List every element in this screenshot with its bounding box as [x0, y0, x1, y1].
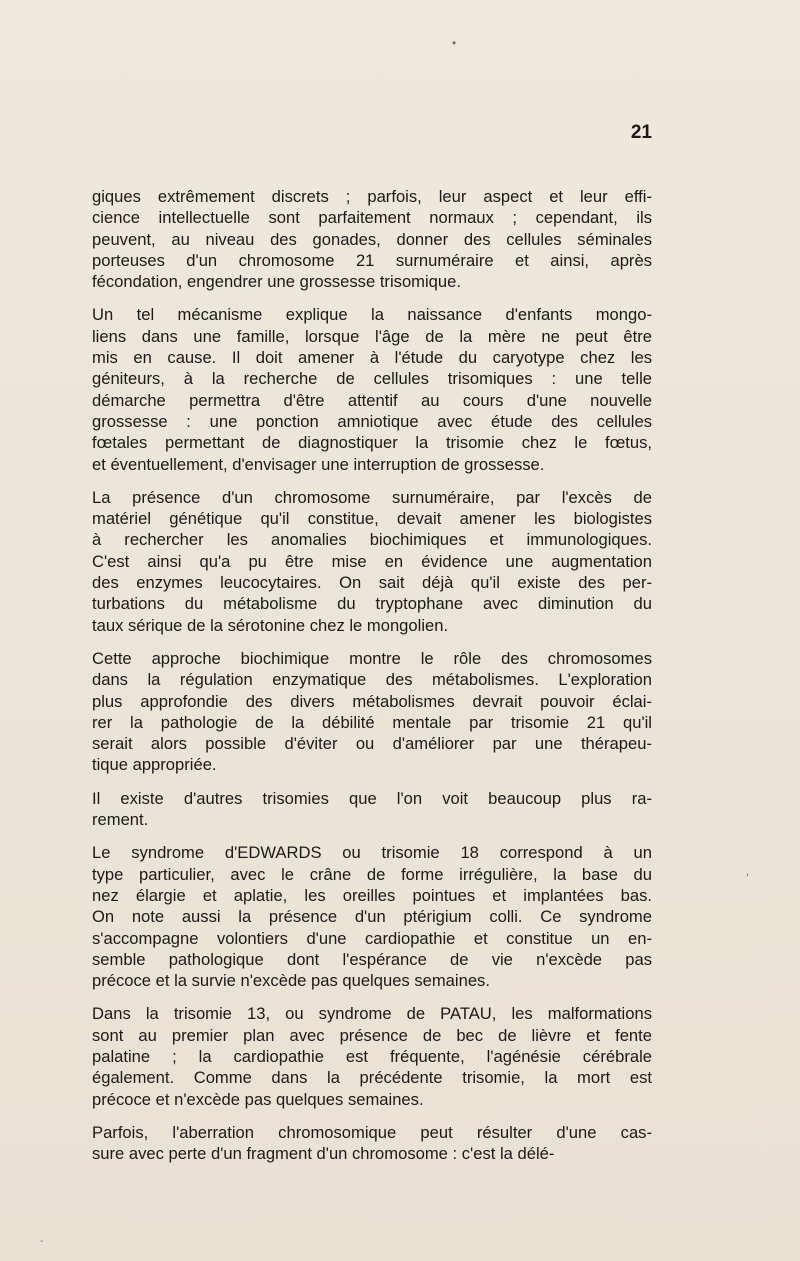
text-line: tique appropriée.	[92, 755, 217, 775]
text-line: liens dans une famille, lorsque l'âge de la mère ne peut être	[92, 326, 652, 346]
text-line: plus approfondie des divers métabolismes devrait pouvoir éclai-	[92, 691, 652, 711]
text-line: précoce et n'excède pas quelques semaines.	[92, 1089, 424, 1109]
text-line: Parfois, l'aberration chromosomique peut résulter d'une cas-	[92, 1122, 652, 1142]
text-line: et éventuellement, d'envisager une interruption de grossesse.	[92, 454, 545, 474]
text-line: Dans la trisomie 13, ou syndrome de PATAU, les malformations	[92, 1004, 652, 1024]
text-line: cience intellectuelle sont parfaitement normaux ; cependant, ils	[92, 208, 652, 228]
text-line: fœtales permettant de diagnostiquer la trisomie chez le fœtus,	[92, 433, 652, 453]
text-line: dans la régulation enzymatique des métabolismes. L'exploration	[92, 670, 652, 690]
text-line: sure avec perte d'un fragment d'un chromosome : c'est la délé-	[92, 1144, 555, 1164]
text-line: serait alors possible d'éviter ou d'améliorer par une thérapeu-	[92, 734, 652, 754]
text-line: sont au premier plan avec présence de bec de lièvre et fente	[92, 1025, 652, 1045]
text-line: à rechercher les anomalies biochimiques et immunologiques.	[92, 530, 652, 550]
text-line: type particulier, avec le crâne de forme irrégulière, la base du	[92, 864, 652, 884]
paper-speck: •	[452, 36, 457, 50]
paragraph	[92, 1122, 652, 1165]
paragraph	[92, 304, 652, 474]
text-line: peuvent, au niveau des gonades, donner des cellules séminales	[92, 229, 652, 249]
text-line: giques extrêmement discrets ; parfois, leur aspect et leur effi-	[92, 187, 652, 206]
text-line: grossesse : une ponction amniotique avec étude des cellules	[92, 411, 652, 431]
paper-mark: -	[40, 1236, 44, 1247]
text-line: La présence d'un chromosome surnuméraire, par l'excès de	[92, 487, 652, 507]
text-line: précoce et la survie n'excède pas quelques semaines.	[92, 971, 490, 991]
text-line: matériel génétique qu'il constitue, devait amener les biologistes	[92, 509, 652, 529]
text-line: palatine ; la cardiopathie est fréquente, l'agénésie cérébrale	[92, 1046, 652, 1066]
text-line: porteuses d'un chromosome 21 surnuméraire et ainsi, après	[92, 250, 652, 270]
text-line: Il existe d'autres trisomies que l'on voit beaucoup plus ra-	[92, 788, 652, 808]
text-line: nez élargie et aplatie, les oreilles pointues et implantées bas.	[92, 885, 652, 905]
text-line: s'accompagne volontiers d'une cardiopathie et constitue un en-	[92, 928, 652, 948]
text-line: C'est ainsi qu'a pu être mise en évidence une augmentation	[92, 551, 652, 571]
paragraph	[92, 842, 652, 991]
text-line: démarche permettra d'être attentif au cours d'une nouvelle	[92, 390, 652, 410]
text-line: également. Comme dans la précédente trisomie, la mort est	[92, 1068, 652, 1088]
paragraph	[92, 186, 652, 292]
text-line: On note aussi la présence d'un ptérigium colli. Ce syndrome	[92, 907, 652, 927]
text-line: rement.	[92, 810, 149, 830]
page-number: 21	[630, 122, 652, 143]
paragraph	[92, 1003, 652, 1109]
text-line: taux sérique de la sérotonine chez le mongolien.	[92, 615, 449, 635]
text-line: Un tel mécanisme explique la naissance d'enfants mongo-	[92, 305, 652, 325]
text-line: rer la pathologie de la débilité mentale par trisomie 21 qu'il	[92, 712, 652, 732]
paragraph	[92, 648, 652, 776]
text-line: des enzymes leucocytaires. On sait déjà qu'il existe des per-	[92, 573, 652, 593]
paragraph	[92, 788, 652, 831]
paragraph	[92, 487, 652, 636]
text-line: semble pathologique dont l'espérance de vie n'excède pas	[92, 949, 652, 969]
body-text	[92, 186, 652, 1176]
text-line: mis en cause. Il doit amener à l'étude du caryotype chez les	[92, 348, 652, 368]
text-line: géniteurs, à la recherche de cellules trisomiques : une telle	[92, 369, 652, 389]
paper-mark: ,	[746, 866, 750, 878]
text-line: Cette approche biochimique montre le rôle des chromosomes	[92, 648, 652, 668]
text-line: turbations du métabolisme du tryptophane avec diminution du	[92, 594, 652, 614]
text-line: Le syndrome d'EDWARDS ou trisomie 18 correspond à un	[92, 843, 652, 863]
text-line: fécondation, engendrer une grossesse trisomique.	[92, 272, 461, 292]
